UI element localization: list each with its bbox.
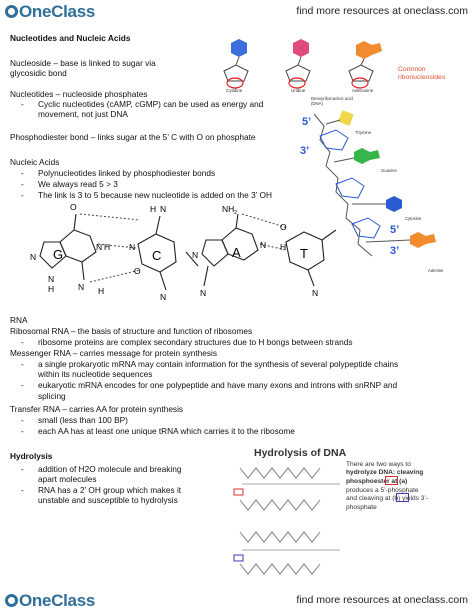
hydrolysis-item-2: apart molecules — [38, 474, 97, 484]
nucleoside-line-1: Nucleoside – base is linked to sugar via — [10, 58, 156, 68]
dash-icon: - — [21, 485, 24, 495]
hydrolysis-chain-figure — [232, 460, 344, 590]
nucleotides-item-2: movement, not just DNA — [38, 109, 128, 119]
messenger-item-4: splicing — [38, 391, 66, 401]
hydrolysis-item-4: unstable and susceptible to hydrolysis — [38, 495, 178, 505]
atom-label: O — [280, 222, 287, 232]
atom-label: O — [134, 266, 141, 276]
hydrolysis-figure-title: Hydrolysis of DNA — [254, 447, 347, 459]
atom-label: N — [160, 204, 167, 214]
atom-label: N — [192, 250, 199, 260]
dash-icon: - — [21, 337, 24, 347]
logo-text: OneClass — [19, 591, 96, 610]
atom-label: H — [280, 242, 287, 252]
ribosomal-item-1: ribosome proteins are complex secondary structures due to H bongs between strands — [38, 337, 353, 347]
atom-label: O — [70, 202, 77, 212]
hydrolysis-figure-text-1: There are two ways to — [346, 461, 411, 468]
logo-ring-icon — [5, 5, 18, 18]
dash-icon: - — [21, 190, 24, 200]
dash-icon: - — [21, 464, 24, 474]
atom-label: H — [150, 204, 157, 214]
page-title: Nucleotides and Nucleic Acids — [10, 33, 131, 43]
oneclass-logo[interactable] — [5, 2, 95, 22]
label-guanine: Guanine — [381, 168, 397, 173]
dna-title-1: Deoxyribonucleic acid — [311, 96, 353, 101]
nucleoside-line-2: glycosidic bond — [10, 68, 67, 78]
cleavage-b-box — [396, 493, 409, 502]
base-t-label: T — [300, 246, 308, 261]
phosphodiester-text: Phosphodiester bond – links sugar at the 5’ C with O on phosphate — [10, 132, 256, 142]
atom-label: N — [48, 274, 55, 284]
messenger-item-2: within its nucleotide sequences — [38, 369, 153, 379]
cleavage-marker-b — [234, 555, 243, 561]
cytidine-structure — [224, 39, 248, 88]
hydrolysis-figure-text-6: phosphate — [346, 504, 377, 511]
label-uridine: Uridine — [291, 88, 306, 93]
cleavage-marker-a — [234, 489, 243, 495]
ribosomal-rna: Ribosomal RNA – the basis of structure and function of ribosomes — [10, 326, 253, 336]
base-c-label: C — [152, 248, 162, 263]
base-g-label: G — [53, 247, 64, 262]
nucleotides-heading: Nucleotides – nucleoside phosphates — [10, 89, 148, 99]
dna-end-3-bottom: 3’ — [390, 245, 400, 257]
header-link[interactable]: find more resources at oneclass.com — [296, 5, 468, 17]
atom-label: N — [260, 240, 267, 250]
dash-icon: - — [21, 380, 24, 390]
messenger-rna: Messenger RNA – carries message for protein synthesis — [10, 348, 218, 358]
atom-label: N — [96, 242, 103, 252]
atom-label: N — [129, 242, 136, 252]
atom-label: H — [104, 242, 111, 252]
messenger-item-3: eukaryotic mRNA encodes for one polypeptide and have many exons and introns with snRNP and — [38, 380, 398, 390]
dash-icon: - — [21, 359, 24, 369]
atom-label: H — [98, 286, 105, 296]
atom-label: N — [160, 292, 167, 302]
transfer-item-1: small (less than 100 BP) — [38, 415, 128, 425]
hydrolysis-figure-text-4: produces a 5’-phosphate — [346, 487, 419, 494]
hydrolysis-figure-text-2: hydrolyze DNA: cleaving — [346, 469, 424, 476]
label-cytidine: Cytidine — [226, 88, 243, 93]
uracil-base-shape — [293, 39, 309, 57]
dash-icon: - — [21, 426, 24, 436]
dash-icon: - — [21, 168, 24, 178]
nucleic-acids-item-1: Polynucleotides linked by phosphodiester bonds — [38, 168, 216, 178]
dash-icon: - — [21, 179, 24, 189]
thymine-ring — [338, 110, 353, 125]
nucleotides-item-1: Cyclic nucleotides (cAMP, cGMP) can be used as energy and — [38, 99, 264, 109]
label-thymine: Thymine — [355, 130, 372, 135]
page-footer — [0, 590, 474, 612]
ribonucleosides-caption-2: ribonucleosides — [398, 74, 446, 81]
rna-heading: RNA — [10, 315, 28, 325]
footer-link[interactable]: find more resources at oneclass.com — [296, 594, 468, 606]
hydrolysis-figure-text-5: and cleaving at (b) yields 3’- — [346, 495, 429, 502]
cytosine-base-shape — [231, 39, 247, 57]
guanine-ring — [354, 148, 370, 164]
hydrolysis-item-1: addition of H2O molecule and breaking — [38, 464, 182, 474]
transfer-item-2: each AA has at least one unique tRNA which carries it to the ribosome — [38, 426, 295, 436]
atom-label: N — [78, 282, 85, 292]
cytosine-ring — [386, 196, 402, 212]
dna-end-5-top: 5’ — [302, 116, 312, 128]
page-header — [0, 0, 474, 22]
dna-end-5-bottom: 5’ — [390, 224, 400, 236]
hydrolysis-heading: Hydrolysis — [10, 451, 53, 461]
label-adenine: Adenine — [428, 268, 444, 273]
atom-label: N — [30, 252, 37, 262]
adenine-ring — [410, 232, 426, 248]
label-cytosine: Cytosine — [405, 216, 422, 221]
ribonucleosides-caption-1: Common — [398, 66, 426, 73]
label-adenosine: Adenosine — [352, 88, 374, 93]
dna-end-3-top: 3’ — [300, 145, 310, 157]
base-pair-figure — [10, 200, 340, 310]
adenine-base-shape — [356, 41, 372, 59]
nucleic-acids-item-2: We always read 5 > 3 — [38, 179, 118, 189]
sugar-ring-3 — [352, 218, 380, 238]
base-a-label: A — [232, 245, 241, 260]
oneclass-logo-footer[interactable] — [5, 591, 95, 611]
atom-label: 2 — [234, 210, 238, 216]
dash-icon: - — [21, 415, 24, 425]
nucleic-acids-heading: Nucleic Acids — [10, 157, 60, 167]
logo-ring-icon — [5, 594, 18, 607]
nucleic-acids-item-3: The link is 3 to 5 because new nucleotide is added on the 3’ OH — [38, 190, 272, 200]
hydrolysis-item-3: RNA has a 2’ OH group which makes it — [38, 485, 182, 495]
transfer-rna: Transfer RNA – carries AA for protein synthesis — [10, 404, 184, 414]
sugar-ring-1 — [320, 130, 348, 150]
hydrolysis-figure-text-3: phosphoester at (a) — [346, 478, 408, 485]
atom-label: N — [312, 288, 319, 298]
uridine-structure — [286, 39, 310, 88]
cleavage-a-box — [385, 476, 398, 485]
adenosine-structure — [349, 41, 382, 88]
logo-text: OneClass — [19, 2, 96, 21]
dna-title-2: (DNA) — [311, 101, 323, 106]
dash-icon: - — [21, 99, 24, 109]
atom-label: H — [48, 284, 55, 294]
sugar-ring-2 — [336, 178, 364, 198]
ribonucleosides-figure — [196, 33, 474, 93]
messenger-item-1: a single prokaryotic mRNA may contain information for the synthesis of several polypeptide chains — [38, 359, 399, 369]
atom-label: N — [200, 288, 207, 298]
atom-label: NH — [222, 204, 235, 214]
